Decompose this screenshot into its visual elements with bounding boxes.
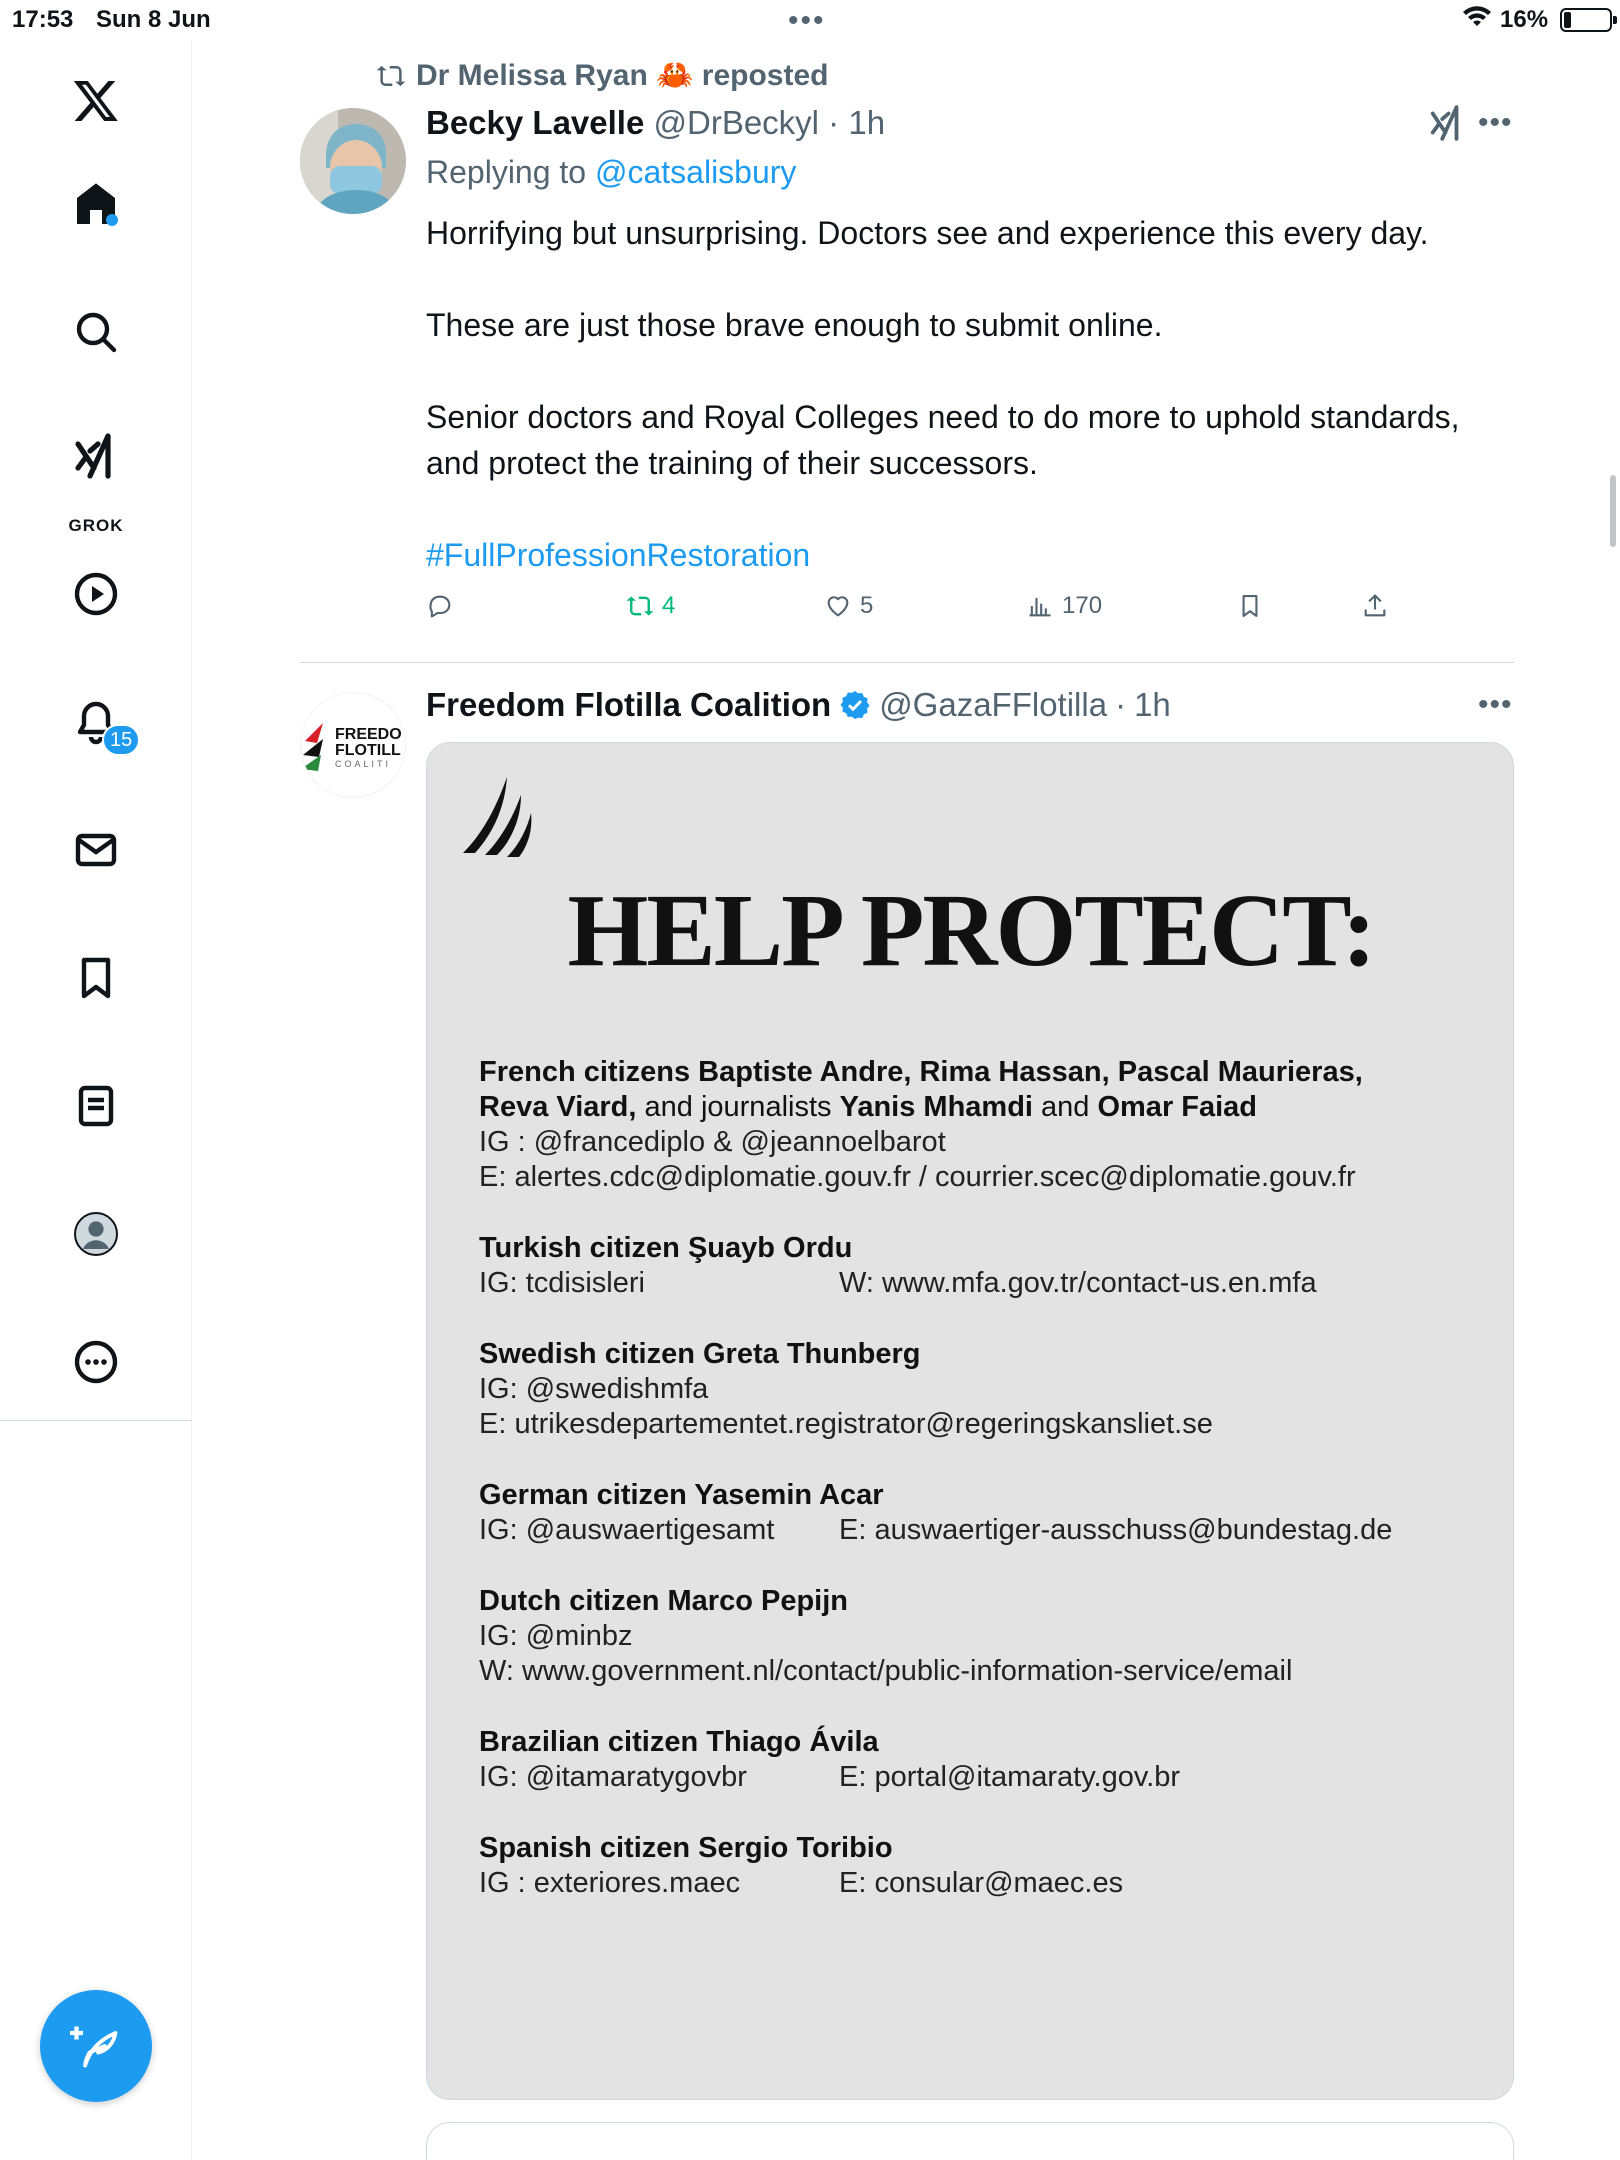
views-button[interactable] bbox=[1026, 592, 1102, 620]
replying-to bbox=[426, 154, 796, 191]
entry-ig: IG: @swedishmfa bbox=[479, 1373, 709, 1405]
repost-button[interactable] bbox=[626, 592, 675, 620]
hashtag-link[interactable]: #FullProfessionRestoration bbox=[426, 537, 811, 573]
entry-heading: Brazilian citizen Thiago Ávila bbox=[479, 1726, 879, 1758]
entry-row bbox=[479, 1760, 1479, 1795]
entry-email: E: auswaertiger-ausschuss@bundestag.de bbox=[839, 1514, 1393, 1546]
tweet-text bbox=[426, 210, 1516, 624]
entry-heading: Turkish citizen Şuayb Ordu bbox=[479, 1232, 853, 1264]
entry-heading-part: Yanis Mhamdi bbox=[839, 1091, 1033, 1123]
home-icon[interactable] bbox=[64, 172, 128, 236]
messages-icon[interactable] bbox=[64, 818, 128, 882]
video-icon[interactable] bbox=[64, 562, 128, 626]
views-chart-icon bbox=[1026, 592, 1054, 620]
author-name[interactable]: Becky Lavelle bbox=[426, 104, 645, 141]
repost-count: 4 bbox=[662, 592, 676, 619]
poster-entry-brazilian bbox=[479, 1725, 1479, 1795]
battery-percent: 16% bbox=[1500, 6, 1549, 33]
entry-heading-part: Reva Viard, bbox=[479, 1091, 637, 1123]
views-count: 170 bbox=[1062, 592, 1103, 619]
status-date: Sun 8 Jun bbox=[96, 6, 211, 33]
entry-heading: Dutch citizen Marco Pepijn bbox=[479, 1585, 848, 1617]
grok-label: GROK bbox=[68, 516, 124, 535]
repost-icon bbox=[626, 592, 654, 620]
tweet-paragraph: These are just those brave enough to submit online. bbox=[426, 307, 1163, 343]
entry-heading-line2 bbox=[479, 1090, 1479, 1125]
poster-entry-dutch bbox=[479, 1584, 1479, 1689]
notifications-badge: 15 bbox=[102, 724, 140, 756]
x-logo-icon[interactable] bbox=[64, 68, 128, 132]
poster-entry-spanish bbox=[479, 1831, 1479, 1901]
poster-title: HELP PROTECT: bbox=[567, 873, 1375, 988]
like-count: 5 bbox=[860, 592, 874, 619]
verified-badge-icon[interactable] bbox=[839, 689, 871, 721]
tweet-actions bbox=[426, 592, 1426, 632]
poster-entry-french bbox=[479, 1055, 1479, 1195]
poster-entry-turkish bbox=[479, 1231, 1479, 1301]
dot-separator: · bbox=[819, 104, 849, 141]
repost-context[interactable] bbox=[376, 58, 829, 93]
tweet-image-poster[interactable] bbox=[426, 742, 1514, 2100]
entry-ig: IG : exteriores.maec bbox=[479, 1867, 741, 1899]
battery-level bbox=[1564, 12, 1571, 28]
avatar-text: FREEDO bbox=[335, 726, 402, 743]
battery-icon bbox=[1560, 8, 1612, 32]
repost-icon bbox=[376, 61, 406, 91]
dot-separator: · bbox=[1115, 686, 1127, 723]
entry-ig: IG: @minbz bbox=[479, 1620, 633, 1652]
tweet-paragraph: Senior doctors and Royal Colleges need to do more to uphold standards, and protect the training of their successors. bbox=[426, 399, 1460, 481]
tweet-time[interactable]: 1h bbox=[1134, 686, 1171, 723]
grok-explain-icon[interactable] bbox=[1428, 104, 1466, 147]
entry-row bbox=[479, 1866, 1479, 1901]
compose-post-button[interactable] bbox=[40, 1990, 152, 2102]
scrollbar[interactable] bbox=[1610, 475, 1616, 547]
tweet-header bbox=[426, 104, 885, 142]
status-bar bbox=[0, 0, 1620, 40]
author-name[interactable]: Freedom Flotilla Coalition bbox=[426, 686, 832, 723]
tweet-header bbox=[426, 686, 1171, 724]
entry-heading: Swedish citizen Greta Thunberg bbox=[479, 1338, 921, 1370]
poster-entries bbox=[479, 1055, 1479, 1937]
entry-ig: IG : @francediplo & @jeannoelbarot bbox=[479, 1126, 946, 1158]
compose-feather-icon bbox=[70, 2020, 122, 2072]
profile-avatar-icon[interactable] bbox=[64, 1202, 128, 1266]
home-unread-dot bbox=[106, 214, 118, 226]
entry-heading: French citizens Baptiste Andre, Rima Hassan, Pascal Maurieras, bbox=[479, 1056, 1363, 1088]
heart-icon bbox=[824, 592, 852, 620]
status-time: 17:53 bbox=[12, 6, 74, 33]
share-button[interactable] bbox=[1361, 592, 1389, 620]
entry-ig: IG: tcdisisleri bbox=[479, 1267, 645, 1299]
entry-email: E: utrikesdepartementet.registrator@regeringskansliet.se bbox=[479, 1408, 1213, 1440]
lists-icon[interactable] bbox=[64, 1074, 128, 1138]
entry-ig: IG: @auswaertigesamt bbox=[479, 1514, 775, 1546]
search-icon[interactable] bbox=[64, 300, 128, 364]
poster-entry-swedish bbox=[479, 1337, 1479, 1442]
author-avatar[interactable] bbox=[300, 692, 406, 798]
tweet-more-icon[interactable]: ••• bbox=[1478, 106, 1513, 139]
author-avatar[interactable] bbox=[300, 108, 406, 214]
more-options-icon[interactable] bbox=[64, 1330, 128, 1394]
entry-row bbox=[479, 1266, 1479, 1301]
entry-web: W: www.government.nl/contact/public-information-service/email bbox=[479, 1655, 1293, 1687]
entry-row bbox=[479, 1513, 1479, 1548]
entry-heading: German citizen Yasemin Acar bbox=[479, 1479, 884, 1511]
tweet-paragraph: Horrifying but unsurprising. Doctors see and experience this every day. bbox=[426, 215, 1429, 251]
entry-email: E: consular@maec.es bbox=[839, 1867, 1124, 1899]
entry-heading-part: and journalists bbox=[636, 1091, 840, 1123]
sidebar bbox=[0, 40, 192, 2160]
tweet-time[interactable]: 1h bbox=[848, 104, 886, 141]
avatar-text: COALITI bbox=[335, 759, 392, 769]
reposted-by-text: Dr Melissa Ryan 🦀 reposted bbox=[416, 59, 829, 92]
tweet-more-icon[interactable]: ••• bbox=[1478, 688, 1513, 721]
tweet-divider bbox=[300, 662, 1514, 663]
entry-heading-part: and bbox=[1032, 1091, 1098, 1123]
entry-email: E: portal@itamaraty.gov.br bbox=[839, 1761, 1181, 1793]
multitasking-dots-icon[interactable]: ••• bbox=[788, 4, 826, 37]
author-handle[interactable]: @DrBeckyl bbox=[653, 104, 820, 141]
wifi-icon bbox=[1462, 4, 1492, 37]
flotilla-logo-icon bbox=[455, 771, 551, 872]
entry-heading-part: Omar Faiad bbox=[1097, 1091, 1258, 1123]
entry-web: W: www.mfa.gov.tr/contact-us.en.mfa bbox=[839, 1267, 1317, 1299]
reply-icon bbox=[426, 592, 454, 620]
grok-icon[interactable] bbox=[64, 424, 128, 488]
entry-email: E: alertes.cdc@diplomatie.gouv.fr / courrier.scec@diplomatie.gouv.fr bbox=[479, 1161, 1356, 1193]
replying-to-handle[interactable]: @catsalisbury bbox=[594, 154, 797, 190]
avatar-text: FLOTILL bbox=[335, 742, 401, 759]
bookmarks-icon[interactable] bbox=[64, 946, 128, 1010]
share-icon bbox=[1361, 592, 1389, 620]
bookmark-icon bbox=[1236, 592, 1264, 620]
entry-heading: Spanish citizen Sergio Toribio bbox=[479, 1832, 893, 1864]
author-handle[interactable]: @GazaFFlotilla bbox=[879, 686, 1108, 723]
entry-ig: IG: @itamaratygovbr bbox=[479, 1761, 747, 1793]
sidebar-divider bbox=[0, 1420, 192, 1421]
bookmark-button[interactable] bbox=[1236, 592, 1264, 620]
poster-entry-german bbox=[479, 1478, 1479, 1548]
replying-prefix: Replying to bbox=[426, 154, 587, 190]
like-button[interactable] bbox=[824, 592, 873, 620]
next-media-card[interactable] bbox=[426, 2122, 1514, 2160]
reply-button[interactable] bbox=[426, 592, 454, 620]
